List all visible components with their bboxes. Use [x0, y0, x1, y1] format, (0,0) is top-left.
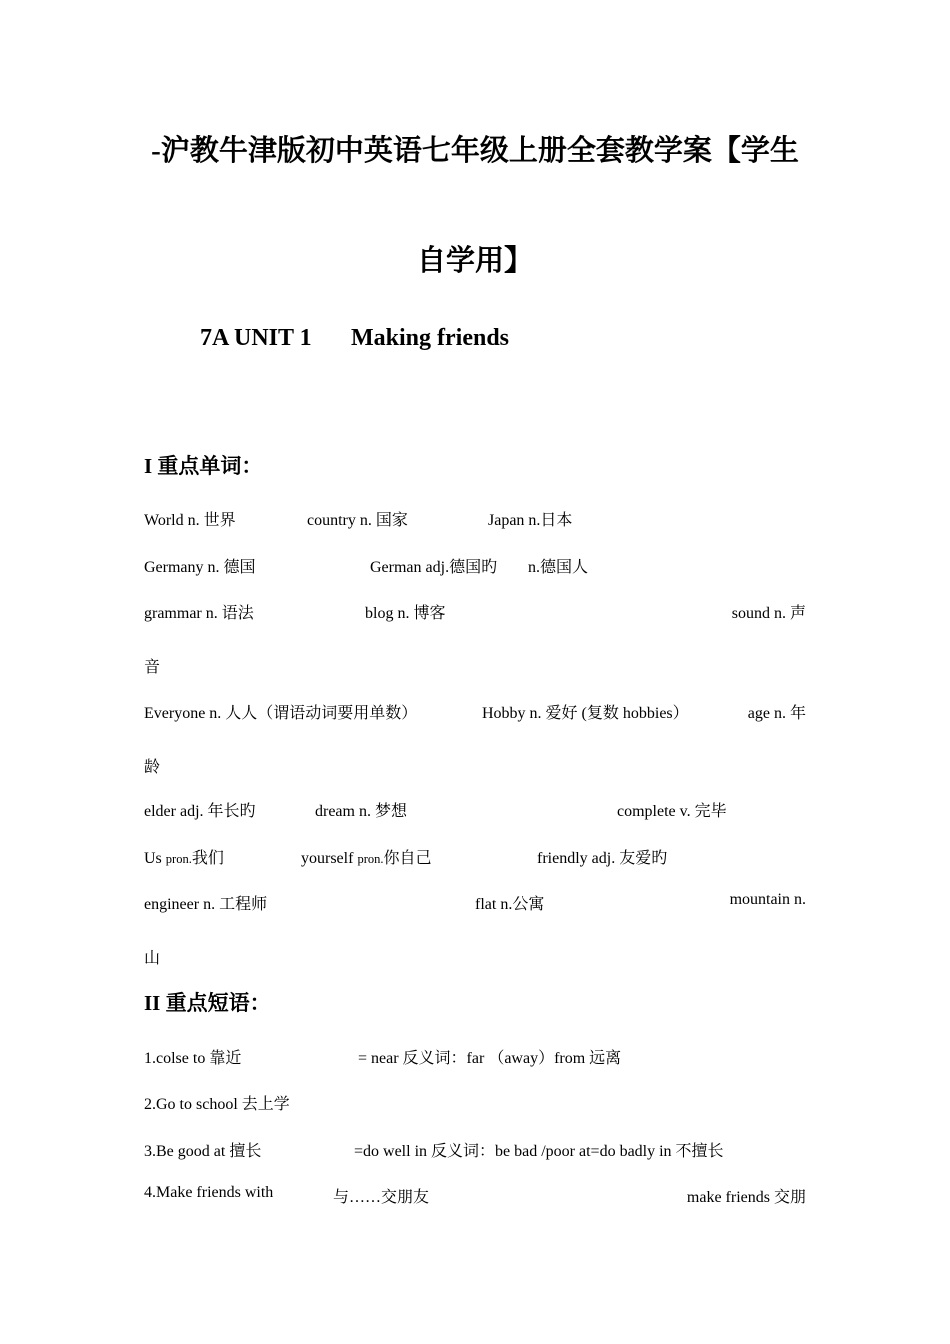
unit-code: 7A UNIT 1: [200, 325, 312, 351]
word-entry: World n. 世界: [144, 512, 236, 529]
word-entry: Japan n.日本: [488, 512, 573, 529]
word-entry-wrap: 山: [144, 950, 161, 967]
word-entry: [301, 845, 432, 868]
section-heading-key-phrases: II 重点短语：: [144, 991, 271, 1015]
document-title-line-2: 自学用】: [416, 245, 533, 277]
word-entry-wrap: 龄: [144, 759, 161, 776]
word-entry: dream n. 梦想: [315, 803, 407, 820]
word-entry: Germany n. 德国: [144, 559, 256, 576]
word-entry: blog n. 博客: [365, 605, 446, 622]
phrase-entry: 3.Be good at 擅长: [144, 1143, 262, 1160]
word-entry: mountain n.: [729, 891, 806, 908]
word-entry: age n. 年: [747, 705, 806, 722]
word-entry: Everyone n. 人人（谓语动词要用单数）: [144, 705, 418, 722]
word-entry: German adj.德国旳: [370, 559, 498, 576]
meaning: 我们: [191, 850, 224, 867]
part-of-speech: pron.: [165, 852, 192, 866]
word-entry: flat n.公寓: [475, 896, 545, 913]
phrase-entry: 2.Go to school 去上学: [144, 1096, 290, 1113]
word-entry: sound n. 声: [731, 605, 806, 622]
document-title-line-1: -沪教牛津版初中英语七年级上册全套教学案【学生: [151, 135, 799, 167]
word-entry: n.德国人: [528, 559, 589, 576]
word-entry: friendly adj. 友爱旳: [537, 850, 668, 867]
word-entry-wrap: 音: [144, 659, 161, 676]
phrase-entry: = near 反义词：far （away）from 远离: [358, 1050, 622, 1067]
word-entry: Hobby n. 爱好 (复数 hobbies）: [482, 705, 689, 722]
phrase-entry: make friends 交朋: [686, 1189, 806, 1206]
meaning: 你自己: [383, 850, 432, 867]
word: yourself: [301, 850, 354, 867]
word-entry: country n. 国家: [307, 512, 408, 529]
phrase-entry: =do well in 反义词：be bad /poor at=do badly in 不擅长: [354, 1143, 724, 1160]
word-entry: [144, 845, 224, 868]
phrase-entry: 与……交朋友: [333, 1189, 430, 1206]
unit-name: Making friends: [351, 325, 510, 351]
word-entry: grammar n. 语法: [144, 605, 254, 622]
word-entry: complete v. 完毕: [617, 803, 727, 820]
section-heading-key-words: I 重点单词：: [144, 454, 263, 478]
word: Us: [144, 850, 162, 867]
phrase-entry: 4.Make friends with: [144, 1184, 274, 1201]
part-of-speech: pron.: [357, 852, 384, 866]
word-entry: engineer n. 工程师: [144, 896, 268, 913]
word-entry: elder adj. 年长旳: [144, 803, 256, 820]
phrase-entry: 1.colse to 靠近: [144, 1050, 242, 1067]
